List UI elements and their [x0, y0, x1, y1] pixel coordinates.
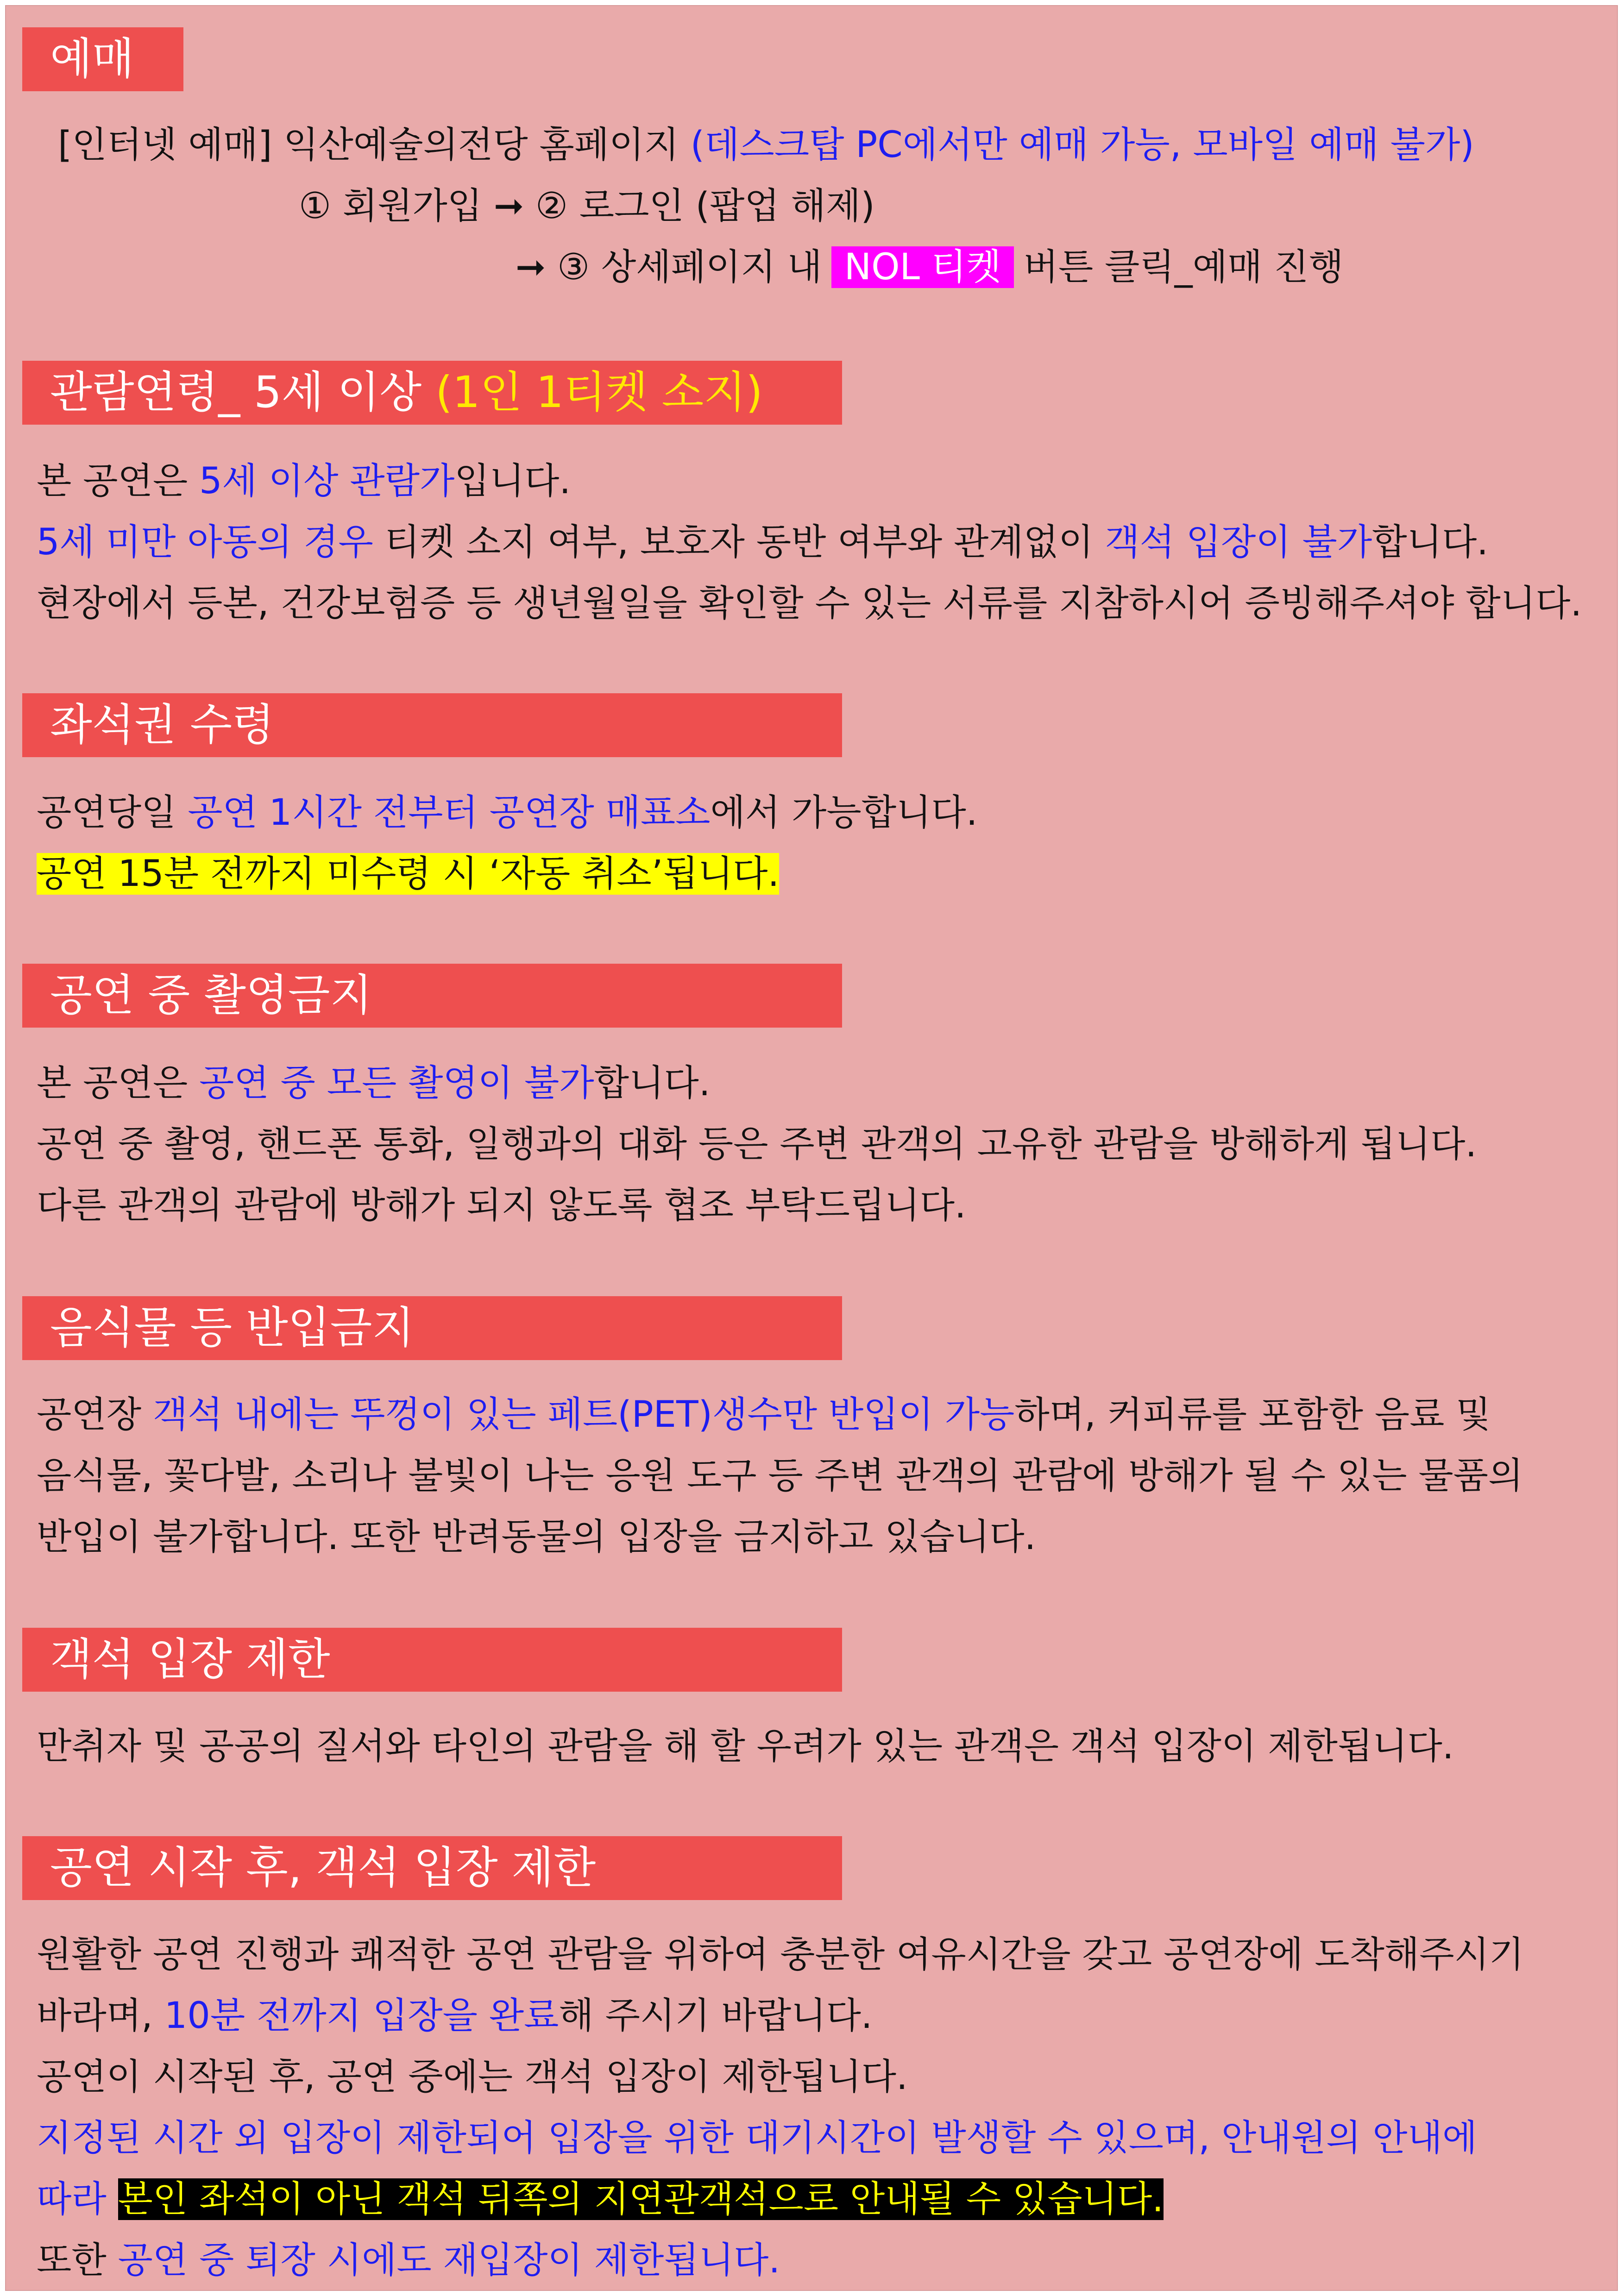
section-title-photo — [22, 964, 842, 1028]
food-l1-a: 공연장 — [37, 1394, 153, 1436]
food-line-2: 음식물, 꽃다발, 소리나 불빛이 나는 응원 도구 등 주변 관객의 관람에 방해가 될 수 있는 물품의 — [37, 1455, 1523, 1497]
late-line-4: 지정된 시간 외 입장이 제한되어 입장을 위한 대기시간이 발생할 수 있으며, 안내원의 안내에 — [37, 2117, 1478, 2159]
nol-ticket-badge: NOL 티켓 — [831, 246, 1014, 288]
late-l5-a: 따라 — [37, 2178, 118, 2220]
late-title: 공연 시작 후, 객석 입장 제한 — [50, 1843, 596, 1893]
late-line-6 — [37, 2233, 780, 2288]
entry-line-1: 만취자 및 공공의 질서와 타인의 관람을 해 할 우려가 있는 관객은 객석 입장이 제한됩니다. — [37, 1725, 1454, 1767]
photo-line-2: 공연 중 촬영, 핸드폰 통화, 일행과의 대화 등은 주변 관객의 고유한 관람을 방해하게 됩니다. — [37, 1123, 1477, 1165]
age-line-2 — [37, 514, 1488, 570]
age-title: 관람연령_ 5세 이상 — [50, 367, 436, 418]
age-l1-c: 입니다. — [454, 460, 571, 502]
photo-line-3: 다른 관객의 관람에 방해가 되지 않도록 협조 부탁드립니다. — [37, 1185, 966, 1226]
booking-line-1 — [58, 117, 1474, 173]
age-title-yellow: (1인 1티켓 소지) — [435, 367, 763, 418]
photo-l1-a: 본 공연은 — [37, 1062, 199, 1104]
ticket-l1-a: 공연당일 — [37, 792, 188, 834]
late-l6-b: 공연 중 퇴장 시에도 재입장이 제한됩니다. — [118, 2240, 780, 2281]
late-l2-b: 10분 전까지 입장을 완료 — [164, 1995, 559, 2037]
age-l1-a: 본 공연은 — [37, 460, 199, 502]
ticket-l1-c: 에서 가능합니다. — [710, 792, 978, 834]
ticket-line-2 — [37, 846, 779, 902]
late-line-1: 원활한 공연 진행과 쾌적한 공연 관람을 위하여 충분한 여유시간을 갖고 공연장에 도착해주시기 — [37, 1934, 1524, 1976]
photo-title: 공연 중 촬영금지 — [50, 970, 372, 1021]
section-title-late — [22, 1836, 842, 1900]
food-l1-c: 하며, 커피류를 포함한 음료 및 — [1014, 1394, 1491, 1436]
age-l2-c: 객석 입장이 불가 — [1105, 521, 1372, 563]
booking-step-2 — [516, 239, 1344, 295]
food-title: 음식물 등 반입금지 — [50, 1303, 415, 1353]
food-line-1 — [37, 1387, 1491, 1443]
booking-line-1-text: [인터넷 예매] 익산예술의전당 홈페이지 — [58, 124, 691, 166]
late-line-2 — [37, 1988, 873, 2044]
entry-title: 객석 입장 제한 — [50, 1634, 330, 1685]
age-l2-b: 티켓 소지 여부, 보호자 동반 여부와 관계없이 — [373, 521, 1105, 563]
late-l2-a: 바라며, — [37, 1995, 164, 2037]
photo-l1-b: 공연 중 모든 촬영이 불가 — [199, 1062, 594, 1104]
photo-line-1 — [37, 1055, 711, 1111]
late-l2-c: 해 주시기 바랍니다. — [559, 1995, 873, 2037]
section-title-entry — [22, 1628, 842, 1692]
notice-document — [5, 5, 1618, 2291]
late-l6-a: 또한 — [37, 2240, 118, 2281]
age-line-1 — [37, 453, 571, 509]
age-l1-b: 5세 이상 관람가 — [199, 460, 455, 502]
booking-step-2-prefix: ➞ ③ 상세페이지 내 — [516, 246, 822, 288]
age-l2-a: 5세 미만 아동의 경우 — [37, 521, 373, 563]
ticket-title: 좌석권 수령 — [50, 700, 274, 750]
booking-step-1: ① 회원가입 ➞ ② 로그인 (팝업 해제) — [299, 185, 875, 227]
booking-step-2-suffix: 버튼 클릭_예매 진행 — [1023, 246, 1344, 288]
food-line-3: 반입이 불가합니다. 또한 반려동물의 입장을 금지하고 있습니다. — [37, 1516, 1036, 1558]
age-line-3: 현장에서 등본, 건강보험증 등 생년월일을 확인할 수 있는 서류를 지참하시어 증빙해주셔야 합니다. — [37, 583, 1582, 624]
photo-l1-c: 합니다. — [594, 1062, 711, 1104]
section-title-food — [22, 1296, 842, 1360]
ticket-line-1 — [37, 785, 978, 841]
section-title-ticket — [22, 693, 842, 757]
food-l1-b: 객석 내에는 뚜껑이 있는 페트(PET)생수만 반입이 가능 — [152, 1394, 1015, 1436]
ticket-l2-highlight: 공연 15분 전까지 미수령 시 ‘자동 취소’됩니다. — [37, 853, 780, 895]
section-title-age — [22, 361, 842, 425]
late-l5-highlight: 본인 좌석이 아닌 객석 뒤쪽의 지연관객석으로 안내될 수 있습니다. — [118, 2178, 1164, 2220]
ticket-l1-b: 공연 1시간 전부터 공연장 매표소 — [188, 792, 711, 834]
late-line-3: 공연이 시작된 후, 공연 중에는 객석 입장이 제한됩니다. — [37, 2056, 908, 2098]
late-line-5 — [37, 2171, 1164, 2227]
booking-line-1-blue: (데스크탑 PC에서만 예매 가능, 모바일 예매 불가) — [690, 124, 1474, 166]
section-title-booking — [22, 27, 183, 91]
age-l2-d: 합니다. — [1372, 521, 1489, 563]
booking-title: 예매 — [50, 34, 134, 84]
